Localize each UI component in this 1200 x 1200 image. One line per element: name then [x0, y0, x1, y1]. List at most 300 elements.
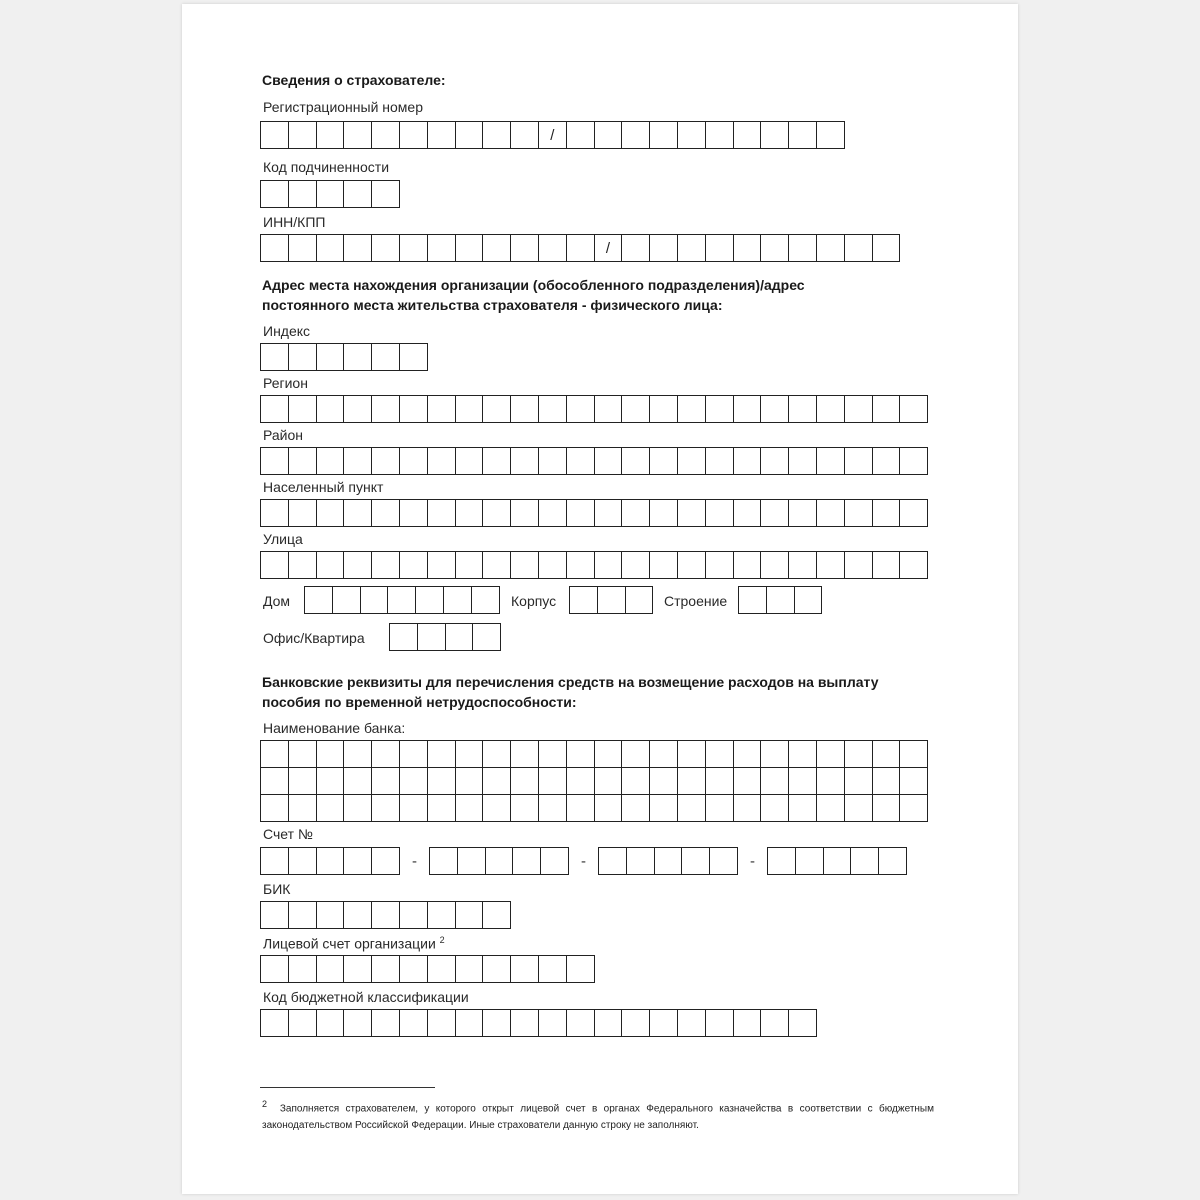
- input-cell[interactable]: [261, 847, 289, 875]
- input-cell[interactable]: [622, 447, 650, 475]
- input-cell[interactable]: [456, 901, 484, 929]
- input-cell[interactable]: [317, 121, 345, 149]
- input-cell[interactable]: [678, 795, 706, 822]
- input-cell[interactable]: [511, 1009, 539, 1037]
- input-cell[interactable]: [261, 768, 289, 795]
- input-cell[interactable]: [734, 768, 762, 795]
- input-cell[interactable]: [734, 395, 762, 423]
- input-cell[interactable]: [873, 447, 901, 475]
- input-cell[interactable]: [511, 551, 539, 579]
- input-cell[interactable]: [513, 847, 541, 875]
- input-cell[interactable]: [261, 180, 289, 208]
- input-cell[interactable]: [650, 121, 678, 149]
- input-cell[interactable]: [539, 768, 567, 795]
- input-cell[interactable]: [595, 499, 623, 527]
- input-cell[interactable]: [539, 1009, 567, 1037]
- input-cell[interactable]: [458, 847, 486, 875]
- input-cell[interactable]: [678, 741, 706, 768]
- input-cell[interactable]: [567, 447, 595, 475]
- input-cell[interactable]: [289, 180, 317, 208]
- subordination-code-field[interactable]: [260, 180, 400, 208]
- input-cell[interactable]: [317, 395, 345, 423]
- input-cell[interactable]: [595, 741, 623, 768]
- input-cell[interactable]: [372, 847, 400, 875]
- input-cell[interactable]: [539, 741, 567, 768]
- input-cell[interactable]: [650, 447, 678, 475]
- input-cell[interactable]: [595, 395, 623, 423]
- input-cell[interactable]: [706, 795, 734, 822]
- input-cell[interactable]: [400, 795, 428, 822]
- input-cell[interactable]: [289, 795, 317, 822]
- input-cell[interactable]: [678, 1009, 706, 1037]
- input-cell[interactable]: [400, 768, 428, 795]
- input-cell[interactable]: [678, 121, 706, 149]
- input-cell[interactable]: [388, 586, 416, 614]
- input-cell[interactable]: [372, 901, 400, 929]
- input-cell[interactable]: [511, 234, 539, 262]
- input-cell[interactable]: [511, 447, 539, 475]
- input-cell[interactable]: [372, 955, 400, 983]
- input-cell[interactable]: [261, 499, 289, 527]
- input-cell[interactable]: [622, 395, 650, 423]
- input-cell[interactable]: [289, 447, 317, 475]
- street-field[interactable]: [260, 551, 928, 579]
- input-cell[interactable]: [789, 551, 817, 579]
- input-cell[interactable]: [570, 586, 598, 614]
- input-cell[interactable]: [567, 795, 595, 822]
- input-cell[interactable]: [372, 499, 400, 527]
- input-cell[interactable]: [456, 1009, 484, 1037]
- input-cell[interactable]: [678, 768, 706, 795]
- input-cell[interactable]: [261, 955, 289, 983]
- input-cell[interactable]: [372, 180, 400, 208]
- input-cell[interactable]: [289, 1009, 317, 1037]
- input-cell[interactable]: [511, 121, 539, 149]
- input-cell[interactable]: [761, 741, 789, 768]
- input-cell[interactable]: [650, 551, 678, 579]
- input-cell[interactable]: [567, 395, 595, 423]
- input-cell[interactable]: [682, 847, 710, 875]
- input-cell[interactable]: [595, 121, 623, 149]
- input-cell[interactable]: [817, 551, 845, 579]
- input-cell[interactable]: [873, 768, 901, 795]
- input-cell[interactable]: [789, 447, 817, 475]
- input-cell[interactable]: [333, 586, 361, 614]
- input-cell[interactable]: [761, 121, 789, 149]
- input-cell[interactable]: [789, 768, 817, 795]
- input-cell[interactable]: [483, 121, 511, 149]
- input-cell[interactable]: [317, 795, 345, 822]
- input-cell[interactable]: [768, 847, 796, 875]
- input-cell[interactable]: [344, 551, 372, 579]
- input-cell[interactable]: [289, 768, 317, 795]
- input-cell[interactable]: [317, 1009, 345, 1037]
- input-cell[interactable]: [289, 499, 317, 527]
- input-cell[interactable]: [706, 1009, 734, 1037]
- input-cell[interactable]: [456, 551, 484, 579]
- input-cell[interactable]: [317, 499, 345, 527]
- input-cell[interactable]: [428, 234, 456, 262]
- input-cell[interactable]: [400, 955, 428, 983]
- input-cell[interactable]: [761, 795, 789, 822]
- input-cell[interactable]: [483, 234, 511, 262]
- input-cell[interactable]: [706, 741, 734, 768]
- input-cell[interactable]: [400, 1009, 428, 1037]
- input-cell[interactable]: [344, 447, 372, 475]
- input-cell[interactable]: [483, 395, 511, 423]
- input-cell[interactable]: [344, 955, 372, 983]
- input-cell[interactable]: [261, 395, 289, 423]
- input-cell[interactable]: [317, 343, 345, 371]
- input-cell[interactable]: [706, 234, 734, 262]
- input-cell[interactable]: [795, 586, 823, 614]
- inn-kpp-field[interactable]: [260, 234, 900, 262]
- house-field[interactable]: [304, 586, 500, 614]
- input-cell[interactable]: [845, 551, 873, 579]
- input-cell[interactable]: [372, 768, 400, 795]
- input-cell[interactable]: [456, 499, 484, 527]
- input-cell[interactable]: [456, 768, 484, 795]
- input-cell[interactable]: [789, 234, 817, 262]
- input-cell[interactable]: [289, 234, 317, 262]
- input-cell[interactable]: [317, 551, 345, 579]
- budget-code-field[interactable]: [260, 1009, 817, 1037]
- input-cell[interactable]: [428, 121, 456, 149]
- input-cell[interactable]: [428, 955, 456, 983]
- input-cell[interactable]: [900, 395, 928, 423]
- input-cell[interactable]: [734, 447, 762, 475]
- input-cell[interactable]: [428, 1009, 456, 1037]
- input-cell[interactable]: [428, 741, 456, 768]
- input-cell[interactable]: [446, 623, 474, 651]
- structure-field[interactable]: [738, 586, 822, 614]
- input-cell[interactable]: [706, 551, 734, 579]
- input-cell[interactable]: [706, 447, 734, 475]
- input-cell[interactable]: [817, 447, 845, 475]
- input-cell[interactable]: [473, 623, 501, 651]
- input-cell[interactable]: [900, 499, 928, 527]
- input-cell[interactable]: [486, 847, 514, 875]
- input-cell[interactable]: [344, 768, 372, 795]
- input-cell[interactable]: [650, 741, 678, 768]
- input-cell[interactable]: [483, 955, 511, 983]
- input-cell[interactable]: [539, 234, 567, 262]
- input-cell[interactable]: [789, 499, 817, 527]
- input-cell[interactable]: [739, 586, 767, 614]
- input-cell[interactable]: [678, 395, 706, 423]
- input-cell[interactable]: [789, 395, 817, 423]
- input-cell[interactable]: [873, 234, 901, 262]
- index-field[interactable]: [260, 343, 428, 371]
- input-cell[interactable]: [539, 499, 567, 527]
- input-cell[interactable]: [317, 180, 345, 208]
- input-cell[interactable]: [845, 499, 873, 527]
- input-cell[interactable]: [627, 847, 655, 875]
- input-cell[interactable]: [678, 499, 706, 527]
- input-cell[interactable]: [761, 395, 789, 423]
- input-cell[interactable]: [456, 395, 484, 423]
- input-cell[interactable]: [734, 741, 762, 768]
- input-cell[interactable]: [456, 121, 484, 149]
- input-cell[interactable]: [655, 847, 683, 875]
- input-cell[interactable]: [261, 234, 289, 262]
- input-cell[interactable]: [344, 741, 372, 768]
- input-cell[interactable]: [400, 343, 428, 371]
- input-cell[interactable]: [873, 395, 901, 423]
- input-cell[interactable]: [416, 586, 444, 614]
- input-cell[interactable]: [595, 1009, 623, 1037]
- input-cell[interactable]: [372, 234, 400, 262]
- input-cell[interactable]: [400, 901, 428, 929]
- input-cell[interactable]: [261, 551, 289, 579]
- input-cell[interactable]: [317, 447, 345, 475]
- input-cell[interactable]: [344, 795, 372, 822]
- input-cell[interactable]: [511, 795, 539, 822]
- input-cell[interactable]: [541, 847, 569, 875]
- input-cell[interactable]: [595, 795, 623, 822]
- input-cell[interactable]: [289, 121, 317, 149]
- input-cell[interactable]: [789, 1009, 817, 1037]
- input-cell[interactable]: [734, 1009, 762, 1037]
- input-cell[interactable]: [305, 586, 333, 614]
- input-cell[interactable]: [879, 847, 907, 875]
- input-cell[interactable]: [650, 395, 678, 423]
- input-cell[interactable]: [539, 795, 567, 822]
- input-cell[interactable]: [483, 1009, 511, 1037]
- input-cell[interactable]: [817, 768, 845, 795]
- input-cell[interactable]: [851, 847, 879, 875]
- input-cell[interactable]: [344, 180, 372, 208]
- input-cell[interactable]: [289, 741, 317, 768]
- input-cell[interactable]: [761, 234, 789, 262]
- input-cell[interactable]: [595, 768, 623, 795]
- input-cell[interactable]: [817, 741, 845, 768]
- input-cell[interactable]: [400, 499, 428, 527]
- input-cell[interactable]: [511, 499, 539, 527]
- input-cell[interactable]: [761, 768, 789, 795]
- input-cell[interactable]: [483, 499, 511, 527]
- account-part-2[interactable]: [429, 847, 569, 875]
- input-cell[interactable]: [456, 795, 484, 822]
- input-cell[interactable]: [706, 499, 734, 527]
- input-cell[interactable]: [622, 121, 650, 149]
- input-cell[interactable]: [289, 343, 317, 371]
- input-cell[interactable]: [761, 447, 789, 475]
- input-cell[interactable]: [261, 901, 289, 929]
- input-cell[interactable]: [317, 847, 345, 875]
- input-cell[interactable]: [344, 499, 372, 527]
- input-cell[interactable]: [472, 586, 500, 614]
- input-cell[interactable]: [344, 1009, 372, 1037]
- input-cell[interactable]: [622, 768, 650, 795]
- input-cell[interactable]: [289, 901, 317, 929]
- input-cell[interactable]: [289, 955, 317, 983]
- input-cell[interactable]: [372, 395, 400, 423]
- input-cell[interactable]: [456, 741, 484, 768]
- input-cell[interactable]: [361, 586, 389, 614]
- input-cell[interactable]: [873, 741, 901, 768]
- input-cell[interactable]: [400, 741, 428, 768]
- input-cell[interactable]: [261, 741, 289, 768]
- input-cell[interactable]: [789, 795, 817, 822]
- input-cell[interactable]: [900, 447, 928, 475]
- input-cell[interactable]: [761, 499, 789, 527]
- input-cell[interactable]: [824, 847, 852, 875]
- input-cell[interactable]: [317, 901, 345, 929]
- input-cell[interactable]: [400, 121, 428, 149]
- input-cell[interactable]: [900, 768, 928, 795]
- input-cell[interactable]: [796, 847, 824, 875]
- input-cell[interactable]: [706, 768, 734, 795]
- input-cell[interactable]: [428, 551, 456, 579]
- input-cell[interactable]: [418, 623, 446, 651]
- input-cell[interactable]: [900, 551, 928, 579]
- input-cell[interactable]: [650, 795, 678, 822]
- input-cell[interactable]: [539, 551, 567, 579]
- input-cell[interactable]: [456, 447, 484, 475]
- input-cell[interactable]: [900, 795, 928, 822]
- input-cell[interactable]: [317, 955, 345, 983]
- input-cell[interactable]: [400, 395, 428, 423]
- input-cell[interactable]: [567, 768, 595, 795]
- input-cell[interactable]: [622, 795, 650, 822]
- locality-field[interactable]: [260, 499, 928, 527]
- input-cell[interactable]: [344, 121, 372, 149]
- reg-number-field[interactable]: [260, 121, 845, 149]
- input-cell[interactable]: [511, 768, 539, 795]
- input-cell[interactable]: [400, 447, 428, 475]
- input-cell[interactable]: [761, 551, 789, 579]
- input-cell[interactable]: [761, 1009, 789, 1037]
- input-cell[interactable]: [622, 499, 650, 527]
- input-cell[interactable]: [710, 847, 738, 875]
- input-cell[interactable]: [400, 551, 428, 579]
- input-cell[interactable]: [483, 741, 511, 768]
- input-cell[interactable]: [567, 121, 595, 149]
- personal-account-field[interactable]: [260, 955, 595, 983]
- input-cell[interactable]: [817, 234, 845, 262]
- input-cell[interactable]: [845, 234, 873, 262]
- input-cell[interactable]: [900, 741, 928, 768]
- input-cell[interactable]: [598, 586, 626, 614]
- input-cell[interactable]: [650, 499, 678, 527]
- input-cell[interactable]: [317, 741, 345, 768]
- input-cell[interactable]: [344, 395, 372, 423]
- input-cell[interactable]: [817, 121, 845, 149]
- input-cell[interactable]: [595, 447, 623, 475]
- input-cell[interactable]: [372, 795, 400, 822]
- input-cell[interactable]: [567, 234, 595, 262]
- input-cell[interactable]: [289, 551, 317, 579]
- office-field[interactable]: [389, 623, 501, 651]
- input-cell[interactable]: [372, 447, 400, 475]
- input-cell[interactable]: [599, 847, 627, 875]
- input-cell[interactable]: [567, 499, 595, 527]
- input-cell[interactable]: [873, 499, 901, 527]
- input-cell[interactable]: [817, 395, 845, 423]
- input-cell[interactable]: [430, 847, 458, 875]
- input-cell[interactable]: [845, 795, 873, 822]
- input-cell[interactable]: [678, 234, 706, 262]
- input-cell[interactable]: [317, 234, 345, 262]
- input-cell[interactable]: [428, 901, 456, 929]
- input-cell[interactable]: [428, 768, 456, 795]
- input-cell[interactable]: [595, 551, 623, 579]
- input-cell[interactable]: [873, 551, 901, 579]
- input-cell[interactable]: [845, 395, 873, 423]
- input-cell[interactable]: [372, 741, 400, 768]
- input-cell[interactable]: [289, 847, 317, 875]
- input-cell[interactable]: [428, 447, 456, 475]
- input-cell[interactable]: [344, 901, 372, 929]
- input-cell[interactable]: [456, 234, 484, 262]
- account-part-4[interactable]: [767, 847, 907, 875]
- input-cell[interactable]: [734, 551, 762, 579]
- input-cell[interactable]: [706, 121, 734, 149]
- input-cell[interactable]: [511, 395, 539, 423]
- input-cell[interactable]: [622, 234, 650, 262]
- account-part-3[interactable]: [598, 847, 738, 875]
- input-cell[interactable]: [261, 795, 289, 822]
- input-cell[interactable]: [511, 741, 539, 768]
- input-cell[interactable]: [626, 586, 654, 614]
- input-cell[interactable]: [789, 121, 817, 149]
- input-cell[interactable]: [650, 234, 678, 262]
- input-cell[interactable]: [317, 768, 345, 795]
- input-cell[interactable]: [428, 499, 456, 527]
- input-cell[interactable]: [678, 551, 706, 579]
- input-cell[interactable]: [372, 551, 400, 579]
- input-cell[interactable]: [650, 768, 678, 795]
- input-cell[interactable]: [622, 741, 650, 768]
- input-cell[interactable]: [483, 901, 511, 929]
- input-cell[interactable]: [567, 551, 595, 579]
- input-cell[interactable]: [622, 1009, 650, 1037]
- input-cell[interactable]: [372, 1009, 400, 1037]
- input-cell[interactable]: [483, 551, 511, 579]
- input-cell[interactable]: [456, 955, 484, 983]
- input-cell[interactable]: [622, 551, 650, 579]
- input-cell[interactable]: [261, 447, 289, 475]
- input-cell[interactable]: [678, 447, 706, 475]
- input-cell[interactable]: [428, 395, 456, 423]
- input-cell[interactable]: [261, 343, 289, 371]
- input-cell[interactable]: [428, 795, 456, 822]
- input-cell[interactable]: [845, 447, 873, 475]
- input-cell[interactable]: [767, 586, 795, 614]
- input-cell[interactable]: [734, 499, 762, 527]
- input-cell[interactable]: [483, 768, 511, 795]
- input-cell[interactable]: [789, 741, 817, 768]
- input-cell[interactable]: [444, 586, 472, 614]
- input-cell[interactable]: [261, 121, 289, 149]
- input-cell[interactable]: [372, 343, 400, 371]
- input-cell[interactable]: [344, 234, 372, 262]
- input-cell[interactable]: [344, 343, 372, 371]
- building-field[interactable]: [569, 586, 653, 614]
- input-cell[interactable]: [261, 1009, 289, 1037]
- input-cell[interactable]: [734, 121, 762, 149]
- account-part-1[interactable]: [260, 847, 400, 875]
- input-cell[interactable]: [706, 395, 734, 423]
- input-cell[interactable]: [567, 741, 595, 768]
- input-cell[interactable]: [650, 1009, 678, 1037]
- input-cell[interactable]: [390, 623, 418, 651]
- input-cell[interactable]: [567, 955, 595, 983]
- input-cell[interactable]: [734, 234, 762, 262]
- input-cell[interactable]: [344, 847, 372, 875]
- input-cell[interactable]: [539, 955, 567, 983]
